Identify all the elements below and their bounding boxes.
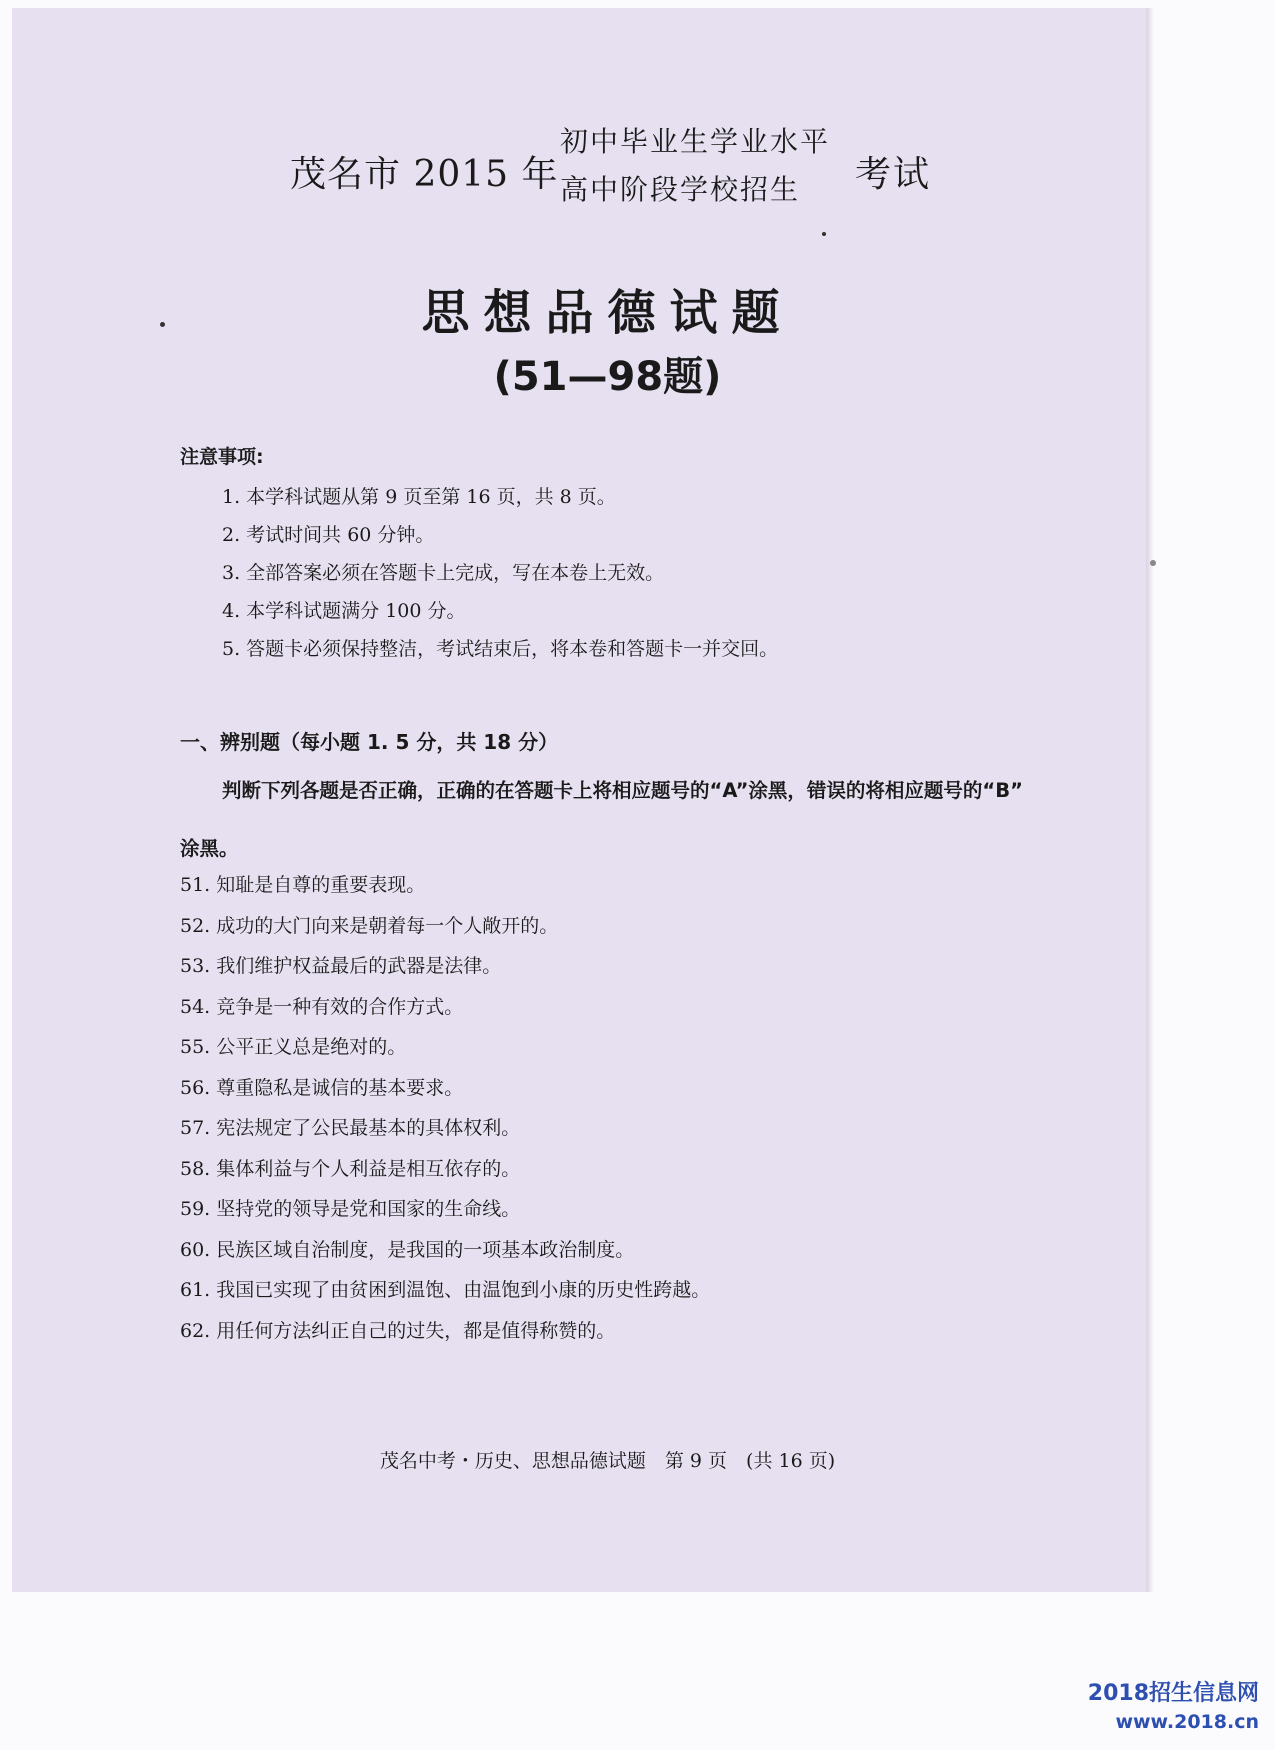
question-item: 59. 坚持党的领导是党和国家的生命线。: [180, 1198, 521, 1220]
exam-header: [290, 118, 950, 218]
question-item: 51. 知耻是自尊的重要表现。: [180, 874, 426, 896]
exam-type-line2: 高中阶段学校招生: [560, 173, 801, 206]
notice-list: [222, 478, 778, 668]
question-item: 53. 我们维护权益最后的武器是法律。: [180, 955, 502, 977]
question-item: 55. 公平正义总是绝对的。: [180, 1036, 407, 1058]
exam-word: 考试: [855, 154, 932, 195]
exam-type-stack: [560, 118, 830, 214]
site-watermark: [1088, 1680, 1259, 1736]
question-item: 57. 宪法规定了公民最基本的具体权利。: [180, 1117, 521, 1139]
page-title: 思想品德试题: [421, 285, 794, 341]
question-item: 56. 尊重隐私是诚信的基本要求。: [180, 1076, 464, 1099]
notice-heading: 注意事项:: [180, 446, 264, 468]
section-heading: 一、辨别题（每小题 1. 5 分，共 18 分）: [180, 730, 559, 754]
notice-item: 4. 本学科试题满分 100 分。: [222, 600, 466, 622]
page-footer: 茂名中考・历史、思想品德试题 第 9 页 (共 16 页): [379, 1450, 836, 1472]
scan-speck: [1150, 560, 1156, 566]
watermark-url: www.2018.cn: [1115, 1711, 1259, 1733]
question-item: 54. 竞争是一种有效的合作方式。: [180, 995, 464, 1018]
notice-item: 5. 答题卡必须保持整洁，考试结束后，将本卷和答题卡一并交回。: [222, 638, 779, 660]
notice-item: 1. 本学科试题从第 9 页至第 16 页，共 8 页。: [222, 486, 616, 508]
question-range: (51—98题): [493, 354, 722, 400]
scan-speck: [822, 232, 826, 236]
question-item: 61. 我国已实现了由贫困到温饱、由温饱到小康的历史性跨越。: [180, 1279, 711, 1301]
question-item: 62. 用任何方法纠正自己的过失，都是值得称赞的。: [180, 1319, 616, 1342]
question-item: 58. 集体利益与个人利益是相互依存的。: [180, 1157, 521, 1180]
notice-item: 2. 考试时间共 60 分钟。: [222, 524, 435, 546]
city-year: 茂名市 2015 年: [290, 154, 559, 195]
section-instruction: 判断下列各题是否正确，正确的在答题卡上将相应题号的“A”涂黑，错误的将相应题号的“B” 涂黑。: [180, 779, 1023, 860]
question-item: 60. 民族区域自治制度，是我国的一项基本政治制度。: [180, 1238, 635, 1261]
exam-type-line1: 初中毕业生学业水平: [560, 125, 831, 158]
question-list: [180, 865, 710, 1351]
question-item: 52. 成功的大门向来是朝着每一个人敞开的。: [180, 914, 559, 937]
sheet-edge-shadow: [1146, 8, 1154, 1592]
notice-item: 3. 全部答案必须在答题卡上完成，写在本卷上无效。: [222, 562, 665, 584]
watermark-title: 2018招生信息网: [1087, 1681, 1259, 1706]
